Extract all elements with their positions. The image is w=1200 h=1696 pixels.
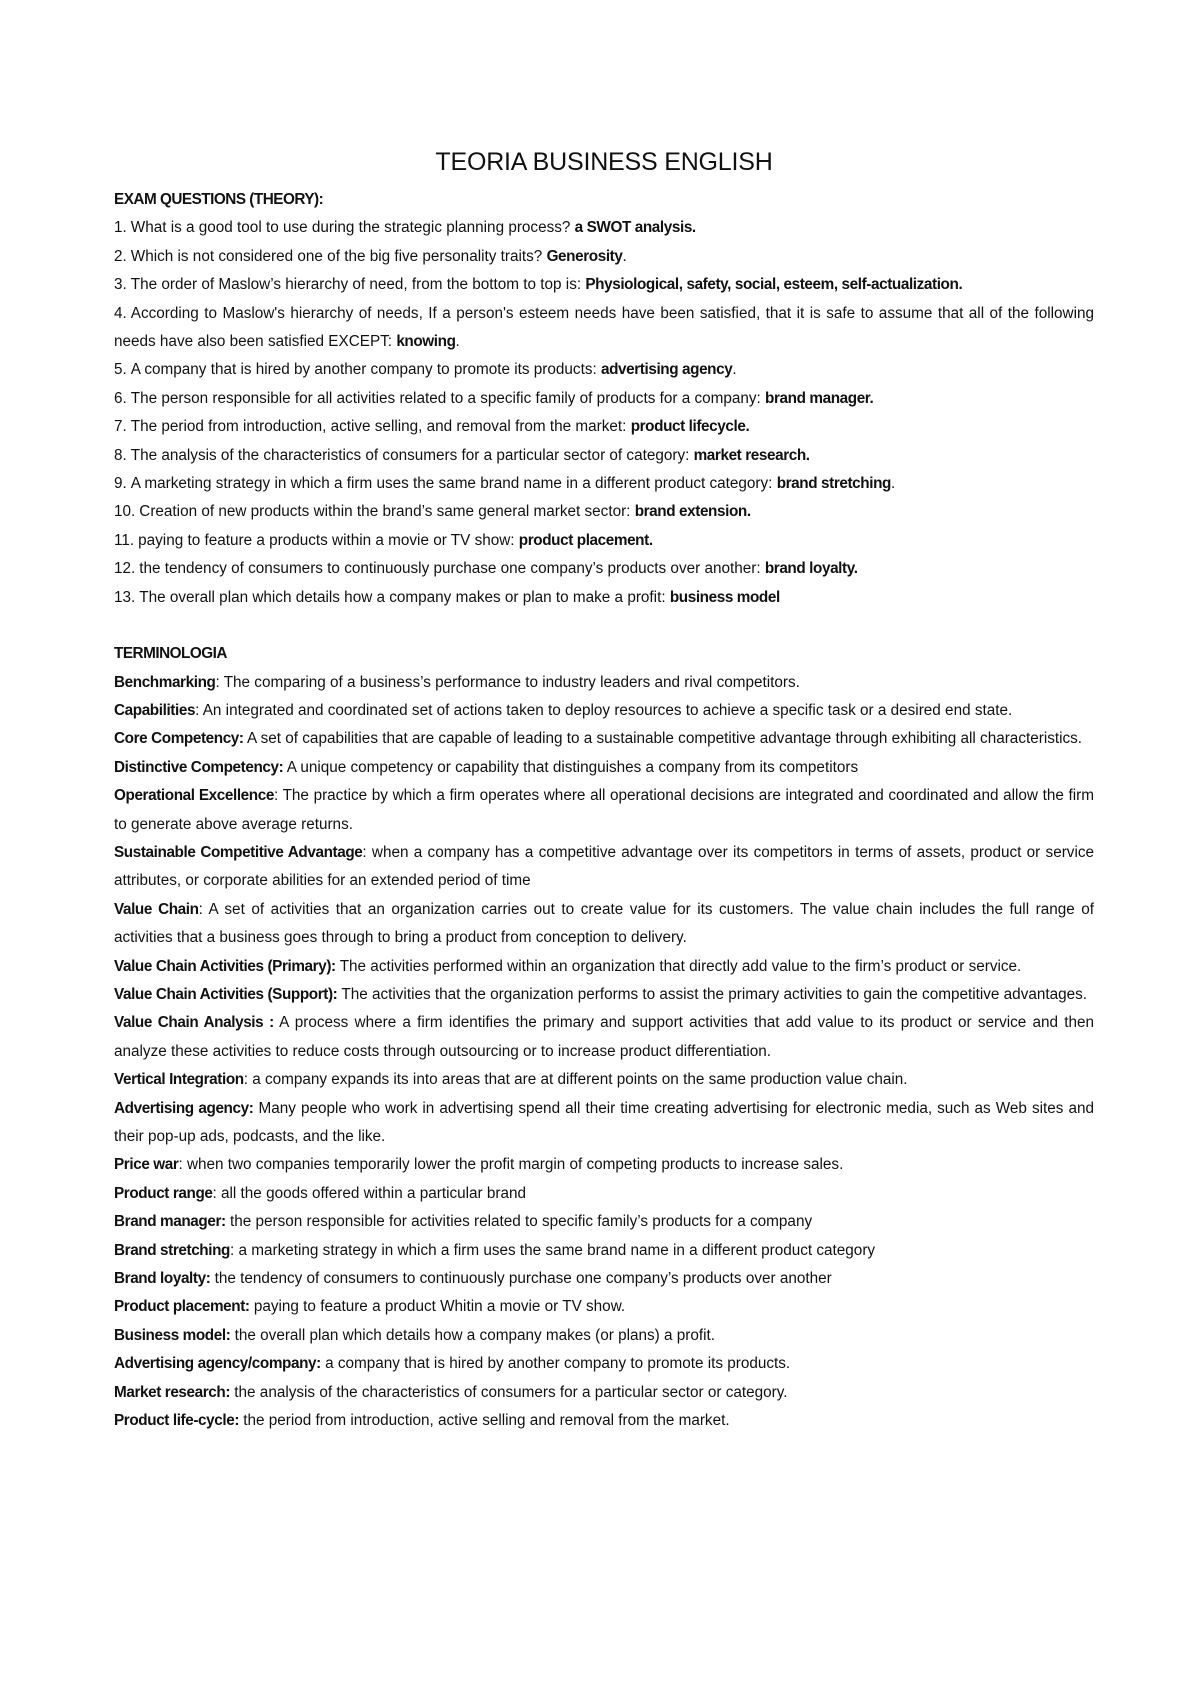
term-definition: A process where a firm identifies the primary and support activities that add value to its product or service and then analyze these activities to reduce costs through outsourcing or to increase product differentiation.	[114, 1014, 1095, 1060]
question-number: 4.	[114, 304, 127, 322]
term-item	[114, 981, 1094, 1009]
term-definition: the overall plan which details how a company makes (or plans) a profit.	[234, 1326, 716, 1344]
term-definition: when a company has a competitive advantage over its competitors in terms of assets, product or service attributes, or corporate abilities for an extended period of time	[114, 843, 1094, 890]
term-item	[114, 1322, 1094, 1350]
term-name: Brand stretching	[114, 1241, 230, 1259]
term-definition: The activities performed within an organization that directly add value to the firm’s product or service.	[339, 957, 1022, 975]
term-definition: when two companies temporarily lower the profit margin of competing products to increase sales.	[186, 1156, 844, 1174]
question-item	[114, 442, 1094, 470]
question-answer: product lifecycle.	[630, 418, 750, 436]
term-definition: The comparing of a business’s performance to industry leaders and rival competitors.	[223, 673, 800, 691]
question-answer: brand loyalty.	[764, 560, 858, 578]
term-name: Price war	[114, 1156, 179, 1174]
question-text: What is a good tool to use during the strategic planning process?	[130, 219, 571, 237]
term-item	[114, 1350, 1094, 1378]
term-definition: paying to feature a product Whitin a movie or TV show.	[253, 1298, 626, 1316]
document-title: TEORIA BUSINESS ENGLISH	[435, 148, 773, 176]
term-name: Product life-cycle:	[114, 1412, 240, 1430]
term-definition: The practice by which a firm operates where all operational decisions are integrated and coordinated and allow the firm to generate above average returns.	[114, 787, 1094, 833]
term-name: Capabilities	[114, 701, 196, 719]
question-text: The order of Maslow’s hierarchy of need, from the bottom to top is:	[130, 276, 582, 294]
term-item	[114, 953, 1094, 981]
term-item	[114, 1265, 1094, 1293]
term-item	[114, 782, 1094, 839]
term-item	[114, 1407, 1094, 1435]
term-item	[114, 1237, 1094, 1265]
term-separator: :	[362, 843, 367, 861]
term-item	[114, 725, 1094, 753]
term-separator: :	[230, 1241, 235, 1259]
term-name: Brand loyalty:	[114, 1270, 211, 1288]
term-separator: :	[198, 900, 203, 918]
term-item	[114, 1066, 1094, 1094]
question-item	[114, 527, 1094, 555]
question-text: The person responsible for all activities related to a specific family of products for a company:	[130, 389, 761, 407]
term-item	[114, 754, 1094, 782]
term-separator: :	[243, 1071, 248, 1089]
question-item	[114, 413, 1094, 441]
term-item	[114, 1095, 1094, 1152]
terms-heading: TERMINOLOGIA	[114, 645, 227, 663]
document-page	[114, 140, 1094, 1435]
question-text: The overall plan which details how a company makes or plan to make a profit:	[139, 588, 666, 606]
term-item	[114, 669, 1094, 697]
term-name: Product placement:	[114, 1298, 250, 1316]
term-definition: a marketing strategy in which a firm uses the same brand name in a different product category	[238, 1241, 876, 1259]
question-item	[114, 555, 1094, 583]
question-answer: product placement.	[518, 531, 653, 549]
term-item	[114, 896, 1094, 953]
term-definition: The activities that the organization performs to assist the primary activities to gain the competitive advantages.	[341, 985, 1088, 1003]
question-number: 12.	[114, 560, 136, 578]
question-tail: .	[622, 247, 627, 265]
term-name: Product range	[114, 1184, 213, 1202]
question-text: A company that is hired by another company to promote its products:	[130, 361, 597, 379]
question-tail: .	[455, 333, 460, 351]
term-item	[114, 1009, 1094, 1066]
question-number: 7.	[114, 418, 127, 436]
question-number: 11.	[114, 531, 135, 549]
term-item	[114, 1180, 1094, 1208]
section-spacer	[114, 612, 1094, 640]
term-item	[114, 1293, 1094, 1321]
term-definition: all the goods offered within a particular brand	[221, 1184, 526, 1202]
term-definition: a company expands its into areas that are at different points on the same production value chain.	[252, 1071, 908, 1089]
term-definition: A set of capabilities that are capable of leading to a sustainable competitive advantage through exhibiting all characteristics.	[247, 730, 1083, 748]
term-definition: the tendency of consumers to continuously purchase one company’s products over another	[214, 1270, 832, 1288]
term-name: Sustainable Competitive Advantage	[114, 843, 363, 861]
term-name: Value Chain Analysis :	[114, 1014, 274, 1032]
question-text: the tendency of consumers to continuously purchase one company’s products over another:	[139, 560, 761, 578]
question-answer: market research.	[693, 446, 810, 464]
question-item	[114, 584, 1094, 612]
question-answer: business model	[669, 588, 780, 606]
question-number: 10.	[114, 503, 136, 521]
question-item	[114, 470, 1094, 498]
question-item	[114, 214, 1094, 242]
term-item	[114, 697, 1094, 725]
term-definition: the period from introduction, active selling and removal from the market.	[243, 1412, 730, 1430]
term-name: Distinctive Competency:	[114, 758, 284, 776]
question-text: Creation of new products within the brand’s same general market sector:	[139, 503, 631, 521]
question-item	[114, 498, 1094, 526]
term-definition: a company that is hired by another company to promote its products.	[325, 1355, 791, 1373]
question-answer: brand extension.	[634, 503, 751, 521]
question-answer: advertising agency	[600, 361, 733, 379]
term-separator: :	[215, 673, 220, 691]
term-name: Business model:	[114, 1326, 231, 1344]
term-definition: the person responsible for activities related to specific family’s products for a company	[229, 1213, 813, 1231]
questions-list	[114, 214, 1094, 612]
question-answer: brand manager.	[765, 389, 874, 407]
term-separator: :	[273, 787, 279, 805]
term-separator: :	[178, 1156, 183, 1174]
question-answer: brand stretching	[776, 475, 891, 493]
question-number: 5.	[114, 361, 127, 379]
question-item	[114, 271, 1094, 299]
question-number: 6.	[114, 389, 127, 407]
question-number: 2.	[114, 247, 127, 265]
question-item	[114, 243, 1094, 271]
question-item	[114, 356, 1094, 384]
question-tail: .	[732, 361, 737, 379]
term-name: Brand manager:	[114, 1213, 226, 1231]
question-text: paying to feature a products within a movie or TV show:	[138, 531, 515, 549]
question-answer: knowing	[396, 333, 456, 351]
question-number: 1.	[114, 219, 127, 237]
question-number: 8.	[114, 446, 127, 464]
question-text: According to Maslow's hierarchy of needs, If a person's esteem needs have been satisfied, that it is safe to assume that all of the following needs have also been satisfied EXCEPT:	[114, 304, 1094, 351]
term-definition: Many people who work in advertising spend all their time creating advertising for electronic media, such as Web sites and their pop-up ads, podcasts, and the like.	[114, 1099, 1094, 1145]
term-name: Operational Excellence	[114, 787, 274, 805]
term-name: Value Chain Activities (Primary):	[114, 957, 336, 975]
question-number: 3.	[114, 276, 127, 294]
term-separator: :	[195, 701, 200, 719]
question-item	[114, 300, 1094, 357]
term-separator: :	[212, 1184, 217, 1202]
question-number: 9.	[114, 475, 127, 493]
terms-list	[114, 669, 1094, 1436]
questions-heading: EXAM QUESTIONS (THEORY):	[114, 191, 324, 208]
term-definition: An integrated and coordinated set of actions taken to deploy resources to achieve a specific task or a desired end state.	[202, 701, 1013, 719]
term-name: Value Chain	[114, 900, 199, 918]
term-definition: A unique competency or capability that distinguishes a company from its competitors	[286, 758, 859, 776]
question-text: Which is not considered one of the big five personality traits?	[130, 247, 543, 265]
question-answer: a SWOT analysis.	[574, 219, 696, 237]
term-name: Advertising agency/company:	[114, 1355, 321, 1373]
question-text: A marketing strategy in which a firm uses the same brand name in a different product category:	[130, 475, 773, 493]
term-item	[114, 839, 1094, 896]
question-item	[114, 385, 1094, 413]
term-definition: the analysis of the characteristics of consumers for a particular sector or category.	[234, 1383, 788, 1401]
term-name: Core Competency:	[114, 730, 244, 748]
question-answer: Physiological, safety, social, esteem, self-actualization.	[585, 276, 963, 294]
term-name: Vertical Integration	[114, 1071, 244, 1089]
question-tail: .	[890, 475, 896, 493]
term-definition: A set of activities that an organization carries out to create value for its customers. The value chain includes the full range of activities that a business goes through to bring a product from conception to delivery.	[114, 900, 1095, 947]
term-name: Advertising agency:	[114, 1099, 254, 1117]
term-item	[114, 1379, 1094, 1407]
question-text: The period from introduction, active selling, and removal from the market:	[130, 418, 627, 436]
question-answer: Generosity	[546, 247, 623, 265]
term-name: Value Chain Activities (Support):	[114, 985, 338, 1003]
question-number: 13.	[114, 588, 136, 606]
term-name: Benchmarking	[114, 673, 216, 691]
term-item	[114, 1151, 1094, 1179]
term-item	[114, 1208, 1094, 1236]
question-text: The analysis of the characteristics of consumers for a particular sector of category:	[130, 446, 690, 464]
term-name: Market research:	[114, 1383, 231, 1401]
